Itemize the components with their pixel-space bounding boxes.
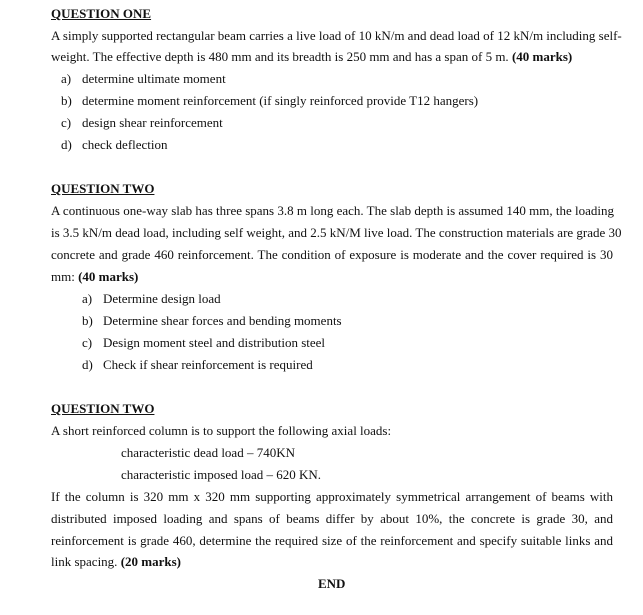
list-item-text: design shear reinforcement [82,115,223,130]
question-two-text: mm: [51,269,75,284]
list-item-text: determine ultimate moment [82,71,226,86]
list-item-label: d) [82,357,93,372]
list-item-text: Design moment steel and distribution steel [103,335,326,350]
question-two-heading: QUESTION TWO [51,181,155,196]
list-item-label: c) [82,335,93,350]
question-three-text-line-4 [51,554,181,569]
list-item-text: determine moment reinforcement (if singly reinforced provide T12 hangers) [82,93,479,108]
question-one-text-line-1: A simply supported rectangular beam carries a live load of 10 kN/m and dead load of 12 kN/m including self- [51,28,622,43]
list-item-text: Check if shear reinforcement is required [103,357,313,372]
question-one-text-line-2 [51,49,572,64]
list-item-text: check deflection [82,137,168,152]
list-item [61,93,72,108]
list-item-label: b) [61,93,72,108]
list-item-label: b) [82,313,93,328]
question-three-text-line-2: distributed imposed loading and spans of beams differ by about 10%, the concrete is grade 30, and [51,511,613,526]
list-item-text: Determine shear forces and bending moments [103,313,342,328]
question-three-intro: A short reinforced column is to support the following axial loads: [51,423,392,438]
question-two-text-line-4 [51,269,138,284]
list-item-label: a) [61,71,72,86]
list-item [82,313,93,328]
list-item [82,291,92,306]
question-three-marks: (20 marks) [120,554,181,569]
question-three-text-line-1: If the column is 320 mm x 320 mm supporting approximately symmetrical arrangement of beams with [51,489,613,504]
list-item-label: a) [82,291,93,306]
question-one-text: weight. The effective depth is 480 mm and its breadth is 250 mm and has a span of 5 m. [51,49,509,64]
question-two-text-line-1: A continuous one-way slab has three spans 3.8 m long each. The slab depth is assumed 140 mm, the loading [51,203,614,218]
question-three-text-line-3: reinforcement is grade 460, determine the required size of the reinforcement and specify suitable links and [51,533,613,548]
question-one-marks: (40 marks) [511,49,573,64]
question-two-marks: (40 marks) [78,269,139,284]
list-item [82,357,93,372]
question-two-text-line-2: is 3.5 kN/m dead load, including self weight, and 2.5 kN/M live load. The construction materials are grade 30 [51,225,622,240]
list-item-label: d) [61,137,72,152]
question-three-text: link spacing. [51,554,118,569]
load-line-imposed: characteristic imposed load – 620 KN. [121,467,321,482]
list-item [61,137,72,152]
end-label: END [318,576,346,591]
question-two-text-line-3: concrete and grade 460 reinforcement. The condition of exposure is moderate and the cover required is 30 [51,247,613,262]
list-item [61,71,71,86]
load-line-dead: characteristic dead load – 740KN [121,445,295,460]
list-item-text: Determine design load [103,291,221,306]
list-item-label: c) [61,115,72,130]
list-item [61,115,71,130]
question-three-heading: QUESTION TWO [51,401,155,416]
question-one-heading: QUESTION ONE [51,6,152,21]
list-item [82,335,92,350]
